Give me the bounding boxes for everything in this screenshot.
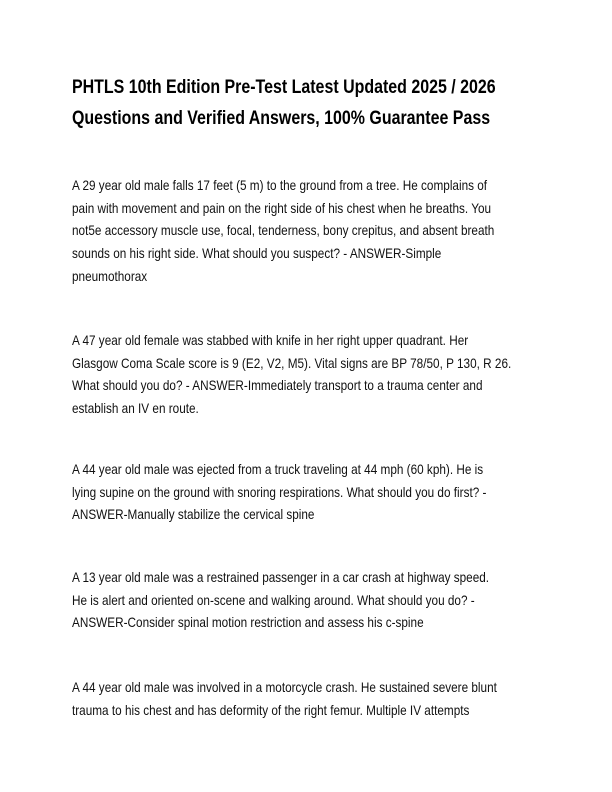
document-title [72, 72, 496, 134]
text-line: pneumothorax [72, 267, 148, 284]
text-line: lying supine on the ground with snoring respirations. What should you do first? - [72, 483, 487, 500]
text-line: A 47 year old female was stabbed with knife in her right upper quadrant. Her [72, 332, 469, 348]
text-line: pain with movement and pain on the right side of his chest when he breaths. You [72, 199, 492, 216]
question-answer-item [72, 329, 542, 420]
title-line: PHTLS 10th Edition Pre-Test Latest Updated 2025 / 2026 [72, 77, 496, 98]
question-answer-item [72, 174, 542, 288]
text-line: ANSWER-Manually stabilize the cervical spine [72, 506, 315, 523]
text-line: not5e accessory muscle use, focal, tenderness, bony crepitus, and absent breath [72, 222, 495, 239]
question-answer-item [72, 566, 542, 634]
text-line: A 44 year old male was involved in a motorcycle crash. He sustained severe blunt [72, 679, 497, 695]
text-line: ANSWER-Consider spinal motion restriction and assess his c-spine [72, 614, 424, 631]
text-line: He is alert and oriented on-scene and walking around. What should you do? - [72, 591, 475, 608]
text-line: What should you do? - ANSWER-Immediately transport to a trauma center and [72, 377, 483, 394]
question-answer-item [72, 676, 542, 721]
text-line: trauma to his chest and has deformity of the right femur. Multiple IV attempts [72, 701, 470, 718]
text-line: Glasgow Coma Scale score is 9 (E2, V2, M5). Vital signs are BP 78/50, P 130, R 26. [72, 354, 512, 371]
text-line: A 44 year old male was ejected from a truck traveling at 44 mph (60 kph). He is [72, 461, 484, 477]
title-line: Questions and Verified Answers, 100% Guarantee Pass [72, 108, 491, 129]
question-answer-item [72, 458, 542, 526]
text-line: sounds on his right side. What should you suspect? - ANSWER-Simple [72, 245, 442, 262]
text-line: A 29 year old male falls 17 feet (5 m) to the ground from a tree. He complains of [72, 177, 488, 193]
text-line: A 13 year old male was a restrained passenger in a car crash at highway speed. [72, 569, 490, 585]
text-line: establish an IV en route. [72, 400, 199, 417]
